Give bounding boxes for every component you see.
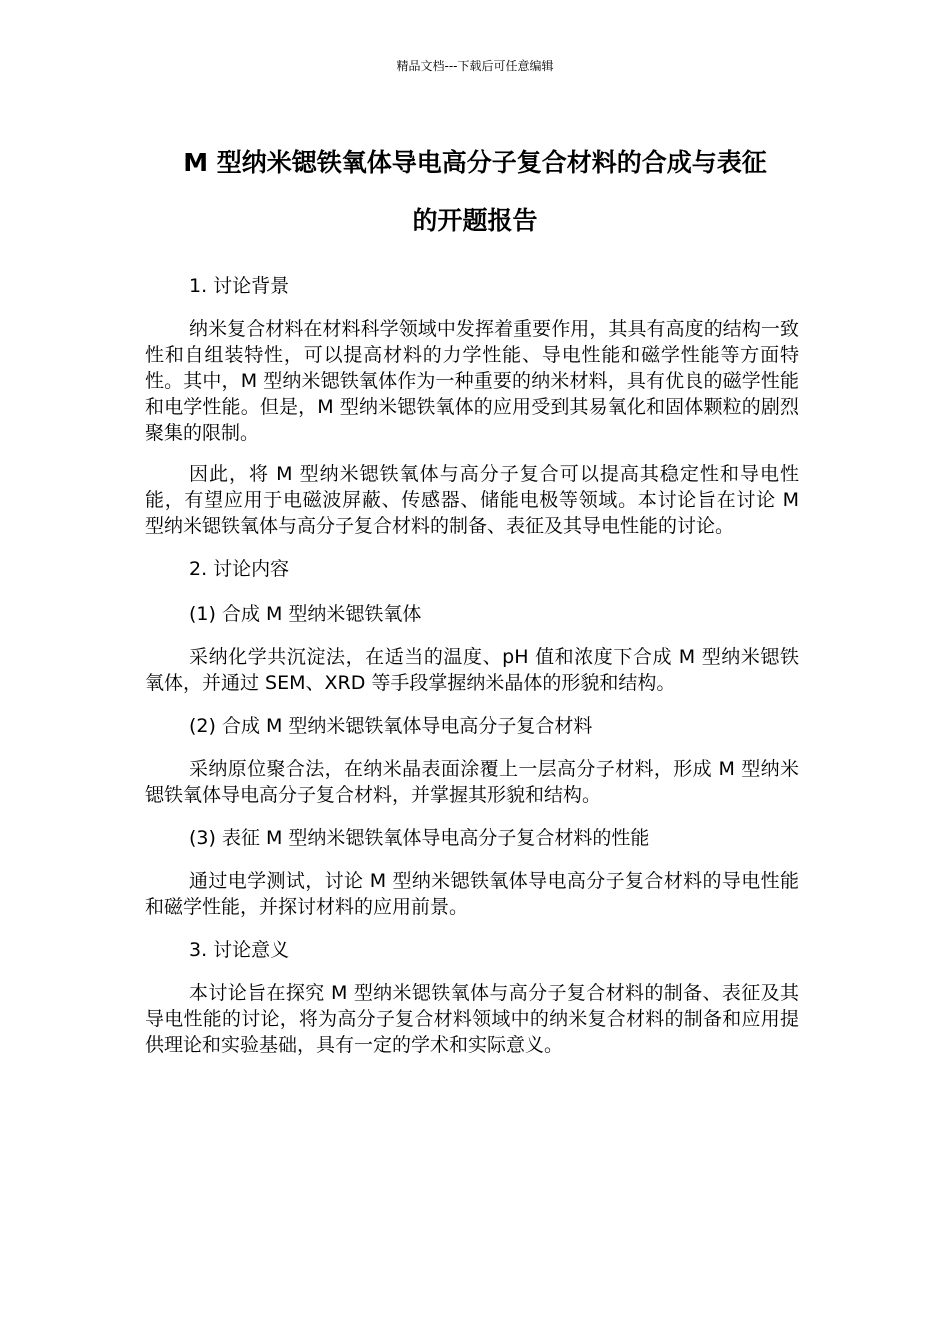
title-line-2: 的开题报告 (412, 206, 538, 235)
background-paragraph-1: 纳米复合材料在材料科学领域中发挥着重要作用，其具有高度的结构一致性和自组装特性，可以提高材料的力学性能、导电性能和磁学性能等方面特性。其中，M 型纳米锶铁氧体作为一种重要的纳米材料，具有优良的磁学性能和电学性能。但是，M 型纳米锶铁氧体的应用受到其易氧化和固体颗粒的剧烈聚集的限制。 (145, 318, 799, 444)
section-heading-background: 1. 讨论背景 (189, 275, 290, 297)
page-header: 精品文档---下载后可任意编辑 (396, 59, 554, 73)
subsection-paragraph-2: 采纳原位聚合法，在纳米晶表面涂覆上一层高分子材料，形成 M 型纳米锶铁氧体导电高分子复合材料，并掌握其形貌和结构。 (145, 758, 799, 806)
background-paragraph-2: 因此，将 M 型纳米锶铁氧体与高分子复合可以提高其稳定性和导电性能，有望应用于电磁波屏蔽、传感器、储能电极等领域。本讨论旨在讨论 M 型纳米锶铁氧体与高分子复合材料的制备、表征及其导电性能的讨论。 (145, 463, 799, 537)
subsection-paragraph-1: 采纳化学共沉淀法，在适当的温度、pH 值和浓度下合成 M 型纳米锶铁氧体，并通过 SEM、XRD 等手段掌握纳米晶体的形貌和结构。 (145, 646, 799, 694)
subsection-heading-1: (1) 合成 M 型纳米锶铁氧体 (189, 603, 422, 625)
section-heading-significance: 3. 讨论意义 (189, 939, 290, 961)
document-title (135, 134, 815, 250)
subsection-heading-2: (2) 合成 M 型纳米锶铁氧体导电高分子复合材料 (189, 715, 593, 737)
subsection-paragraph-3: 通过电学测试，讨论 M 型纳米锶铁氧体导电高分子复合材料的导电性能和磁学性能，并探讨材料的应用前景。 (145, 870, 799, 918)
significance-paragraph: 本讨论旨在探究 M 型纳米锶铁氧体与高分子复合材料的制备、表征及其导电性能的讨论，将为高分子复合材料领域中的纳米复合材料的制备和应用提供理论和实验基础，具有一定的学术和实际意义。 (145, 982, 799, 1056)
title-line-1: M 型纳米锶铁氧体导电高分子复合材料的合成与表征 (183, 148, 767, 177)
section-heading-content: 2. 讨论内容 (189, 558, 290, 580)
subsection-heading-3: (3) 表征 M 型纳米锶铁氧体导电高分子复合材料的性能 (189, 827, 650, 849)
document-body (145, 271, 799, 1058)
